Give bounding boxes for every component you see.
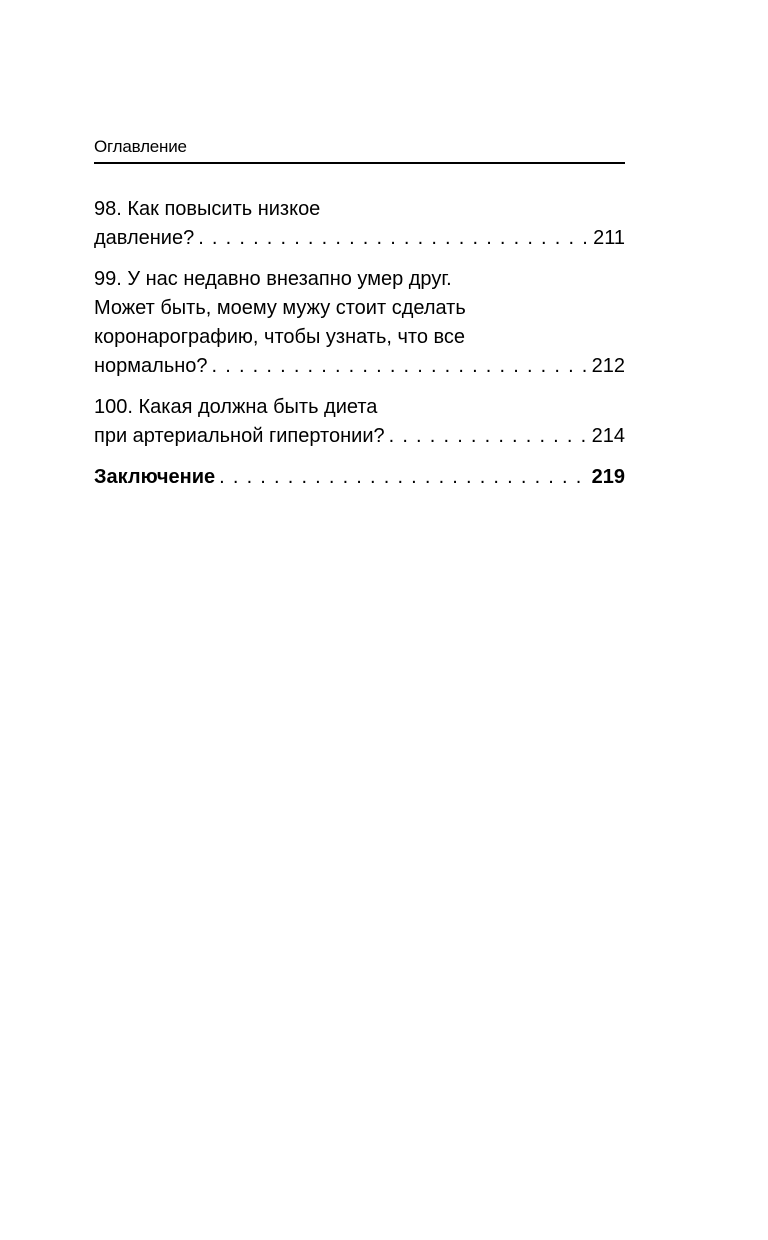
toc-page-number: 212 [591,355,625,377]
toc-entry-text: 99. У нас недавно внезапно умер друг. [94,268,452,290]
toc-entry-last-line [94,463,625,492]
dot-leader [212,352,588,381]
toc-entry-text: коронарографию, чтобы узнать, что все [94,326,466,348]
dot-leader [389,422,588,451]
toc-entry-text: 98. Как повысить низкое [94,198,321,220]
toc-page-number: 214 [591,425,625,447]
toc-page-number: 219 [591,466,625,488]
toc-entry-text: Может быть, моему мужу стоит сделать [94,297,466,319]
toc-entry-text: 100. Какая должна быть диета [94,396,378,418]
toc-entry-98[interactable] [94,195,625,253]
toc-entry-conclusion[interactable] [94,463,625,492]
toc-entry-text: давление? [94,227,195,249]
table-of-contents [94,195,625,504]
toc-entry-last-line [94,224,625,253]
toc-entry-last-line [94,352,625,381]
dot-leader [219,463,587,492]
toc-entry-99[interactable] [94,265,625,381]
toc-entry-100[interactable] [94,393,625,451]
toc-entry-text: нормально? [94,355,208,377]
running-head: Оглавление [94,137,187,156]
toc-entry-last-line [94,422,625,451]
header-rule [94,162,625,164]
toc-entry-text: Заключение [94,466,216,488]
toc-entry-text: при артериальной гипертонии? [94,425,385,447]
toc-page-number: 211 [593,227,625,249]
dot-leader [198,224,589,253]
